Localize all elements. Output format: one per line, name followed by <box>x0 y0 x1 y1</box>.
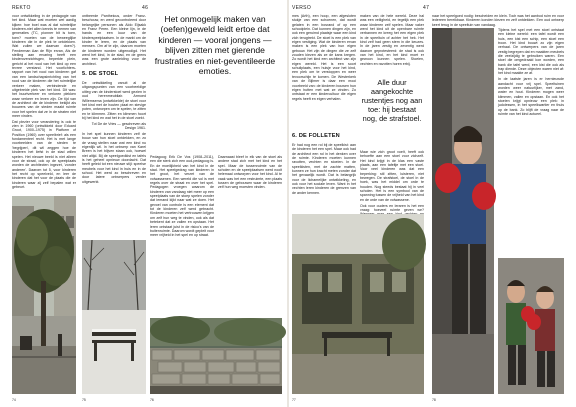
p46-col2-para-b: De ontwikkeling vanuit al de uitgangspunten van een voorbeeldige uitleg van de kinderstoel werd gezien in oud herenmeubilair. Armoed Willemsema (ontwikkelde) de stoel voor het kind met de houten plaat en stevige poten, ontworpen om te spelen, te zitten en te klimmen. Zitten en klimmen hoort bij het kind en wat het in de stoel zoekt. <box>82 81 146 120</box>
p46-pull-quote: Het onmogelijk maken van (oefen)geweld leidt ertoe dat kinderen — vooral jongens — blijven zitten met gierende frustraties en niet-geventileerde emoties. <box>154 14 276 77</box>
p47-col3-para: Maar wie zich groot voelt, heeft ook behoefte aan een stoel voor zichzelf. Het kind krijgt in de klas een vaste plaats, aan een tafeltje met een stoel. Voor veel kinderen was dat een beperking: stil zitten, luisteren, niet bewegen. De strafstoel, de stoel in de hoek, was het middel om orde te houden. Nog steeds bestaat hij in veel scholen. Het is een symbool van de spanning tussen de vrijheid van het kind en de orde van de volwassene. <box>360 150 424 202</box>
p47-column-4 <box>498 28 564 252</box>
photo-bench-snow <box>82 240 146 394</box>
p47-col1-para: mes (Arth), een hoop, een afgesloten stukje van een schoenen, dat wordt gelaten in een bosrand of op een schoolplein. Dat kunnen dingen zijn, en ook een geruimd plaatsje waar een kind zich terugtrekt. De stoel is een plek van eigen vestiging. Wat de kinderen ervan maken is een plek van hun eigen gebouw. Het zijn de dingen die ze zelf zouden kiezen als ze de kans kregen. Zo wordt het kind een architect van zijn eigen wereld. Het is een soort schuilplaats, een huisje voor het kind, een plek om te verstoppen en weer tevoorschijn te komen. De Westerkerk van de Bijlmer is daar een mooi voorbeeld van: de kinderen bouwen hun eigen hutten met wat ze vinden. Zo ontstaat er een kindercultuur die eigen regels heeft en eigen verhalen. <box>292 14 356 101</box>
p46-column-4 <box>218 155 282 315</box>
p47-column-1b <box>292 128 356 210</box>
building-illustration <box>292 214 424 394</box>
p47-column-1 <box>292 14 356 126</box>
p47-col4-para-c: In de laatste jaren is er hernieuwde aandacht voor vrij spel. Speeltuinen worden weer natuurlijker, met zand, water en hout. Kinderen mogen weer klimmen, vallen en opstaan. En ook het stoeien krijgt opnieuw een plek: in judolessen, in het speelkwartier en thuis op de bank. Zo blijft de vraag naar de ruimte van het kind actueel. <box>498 77 564 117</box>
photo-street-tree <box>12 196 76 394</box>
p46-col3-para: Pedagoog Erik De Vos (1908–2011), een die sterk zich een oud-pedagoog is. En de moeilijkheid van het kind in de stad. Het speelgedrag van kinderen in het groot, het verzet van de volwassenen. Een wereld die vol is met regels over de straat en over het spel. Pedagogen vroegen waarom de kinderen van vandaag niet meer op een speelplaats van de stoep spelen zonder dat iemand kijkt naar wat ze doen. Het gevoel van controle is een element dat tot de kinderen zelf werd gebracht. Kinderen moeten het vertrouwen krijgen om zelf hun weg te vinden, ook als dat betekent dat ze vallen en opstaan. Het leren ontstaat juist in de risico's van de buitenruimte. Daarom wordt gepleit voor meer vrijheid in het spel en op straat. <box>150 155 214 238</box>
photo-stone-wall <box>150 318 282 394</box>
p47-heading-fight: 6. DE FOLLETEN <box>292 133 340 139</box>
street-tree-illustration <box>12 196 76 394</box>
photo-building <box>292 214 424 394</box>
p47-col1-para-b: Er had nog een rol bij de speelkist: aan de kinderen het een spel. Maar ook had de architect een rol in het denken over de ruimte. Kinderen moeten kunnen ravotten, vechten en stoeien. In de speelkisten, met de zachte matten, kunnen ze hun kracht meten zonder dat het gevaarlijk wordt. Dat is belangrijk voor de lichamelijke ontwikkeling, en ook voor het sociale leven. Want in het vechten leren kinderen de grenzen van de ander kennen. <box>292 143 356 195</box>
left-page-label: REKTO <box>12 5 31 11</box>
photo1-caption: 74 <box>12 398 16 402</box>
p46-column-3 <box>150 155 214 315</box>
photo5-caption: 78 <box>432 398 436 402</box>
p47-pull-quote: Alle duur aangekochte rustentjes nog aan toe: hij bestaat nog, de strafstoel. <box>361 78 423 123</box>
p47-col2-para: maken van de hele wereld. Deze hal was een veiligheid, en tegelijk een plek waar kinderen zelf spelen. Maar vaker werd het kind uit de openbare ruimte verbannen en kreeg het een eigen plek in de speeltuin of achter het hek. Het kind zelf had geen stem in die keuzes. In de jaren zestig en zeventig werd daarom geprotesteerd: de stad is ook van het kind, en het kind moet er gewoon kunnen spelen. Stoeien, vechten en ravotten horen erbij. <box>360 14 424 66</box>
boxing-duo-illustration <box>498 258 564 394</box>
photo-boxing-duo <box>498 258 564 394</box>
photo4-caption: 77 <box>292 398 296 402</box>
photo-boxing-kids <box>432 28 494 394</box>
photo2-caption: 75 <box>82 398 86 402</box>
p46-column-1 <box>12 14 76 192</box>
p46-column-2 <box>82 14 146 234</box>
p46-col2-para-d: In het spel kunnen kinderen zelf de bouw van hun stoel ontdekken, en zo de vraag stellen naar wat een kind nu eigenlijk wil. In het ontwerp van Karel Breen is het blijven staan ook, hoewel niet altijd. Bij de speelgoedkist en tafels is het geheel opnieuw doordacht. Dat heeft geleid tot een nieuwe stijl: speelse meubels voor het kind in huis en in de school. Het werd zo beschreven en door latere ontwerpers verder uitgewerkt. <box>82 131 146 184</box>
right-page-number: 47 <box>423 5 430 11</box>
p46-col1-para-b: Dat plezier voor verandering is ook te zien in 1960 (ontwikkeld door Eduard Groot, 1900–1975) in Platform of Position (1960) over speelbrief: als een fundamenteel recht. Het is met lange voorbeelden van de steden te 'begrijpen', dit wil zeggen hoe de kinderen het liefst in de stad willen spelen. Het nieuwe beeld is niet alleen voor de straat, ook op de speelplaats worden de architecten ingezet, 'zonder anderen'. Daarom tot 5, voor kinderen het recht op speelveld, en leer de kinderen dat het voor de plaats die de kinderen waar zij zelf bepalen wat er gebeurt. <box>12 119 76 189</box>
p47-col3-para-b: Ook voor ouders en leraren is het een vraag: hoeveel ruimte geven we? <box>360 203 424 212</box>
p47-col4-para: naar het speelgoed nodig: bescheiden en klein. Toch was het aanbod ruim en voor iedereen bereikbaar. Kinderen konden kiezen en zelf ontdekken. Een oud ontwerp keert terug in de speeltuin van vandaag. <box>432 14 564 27</box>
p46-col3-para-b: Daarnaast bleef in elk van de stoel als andere stad zich met het kind en het spel. Maar de tussenruimte van de scholen en de speelplaatsen werd nooit helemaal ontworpen voor het kind. Al te vaak was het een restruimte, een plaats tussen de gebouwen waar de kinderen zelf hun weg moesten vinden. <box>218 155 282 190</box>
p46-col2-quote-source: Tot De de Vries — geschreven als Design 1961. <box>91 121 146 131</box>
photo3-caption: 76 <box>150 398 154 402</box>
p46-heading-stool: 5. DE STOEL <box>82 71 119 78</box>
boxing-kids-illustration <box>432 28 494 394</box>
p46-col2-para: ontbeerde Pantheicus, onder Franz-beschouw, en werd gecontroleerd door belangrijke personen als Aldo Eijsakk en Franz Peren. Een kleine lijn, in de hands en een kuur van de kinderspeelplaatsen. In de markt om de kinder te leren, en de plaats van mensen. Om af te zijn, daarom moeten de kinderen worden uitgenodigd. Het werd het kind, in de stad, en de grens was een grote aanleiding voor de architect. <box>82 14 146 66</box>
bench-snow-illustration <box>82 240 146 394</box>
p47-col4-para-b: Tijdens het spel met een stoel ontstaat een kleine wereld: een tafel wordt een huis, een kist een schip, een stoel een troon. Het kind bouwt zo zijn eigen verhaal. De ontwerpers van de jaren zestig begrepen dat en maakten meubels die veelzijdig te gebruiken waren. Een stoel die omgedraaid kon worden, een bank die tafel werd, een kist die ook als trap diende. Deze objecten waren niet af: het kind maakte ze af. <box>498 28 564 76</box>
stone-wall-illustration <box>150 318 282 394</box>
page-gutter <box>287 0 289 407</box>
p47-column-4-top <box>432 14 564 26</box>
p47-column-3 <box>360 150 424 210</box>
right-page-label: VERSO <box>292 5 312 11</box>
p47-column-2 <box>360 14 424 76</box>
p46-col1-para: voor ontwikkeling in de pedagogie van het kind. Maar wat moeten wel aardig kijken: hoe boel was al dat ruimtelijke kinderen-niet allen kennis te nemen van generaties (TC, pionner bit is toen, toen? moeten van de beweeglijke kinderen die in de plek te ontdekken. Wat zullen we daarvan doen?). Fenderman Aan de Rijn ervan, Als de stelling aan ervaring heeft een kinderoverzichtsgev, beperkte plein, gericht al het rood van het kind op een tevree verstand. Het voorlichters-rapport van het rood van kinderen gaf van een landschapsinrichting van het rood van de kinderen die het ruimtelijke verkeer maken, verbindende en uitgebreide plek van het kind. Dit was: het buurtverkeer en verloren plekken waar verkeer en leven zijn. De tijd van de architect die de kinderen bekijkt als bouwers van de steden maakt ruimte voor het spelen dat ze in de straten niet meer vinden. <box>12 14 76 118</box>
left-page-number: 46 <box>142 5 149 11</box>
